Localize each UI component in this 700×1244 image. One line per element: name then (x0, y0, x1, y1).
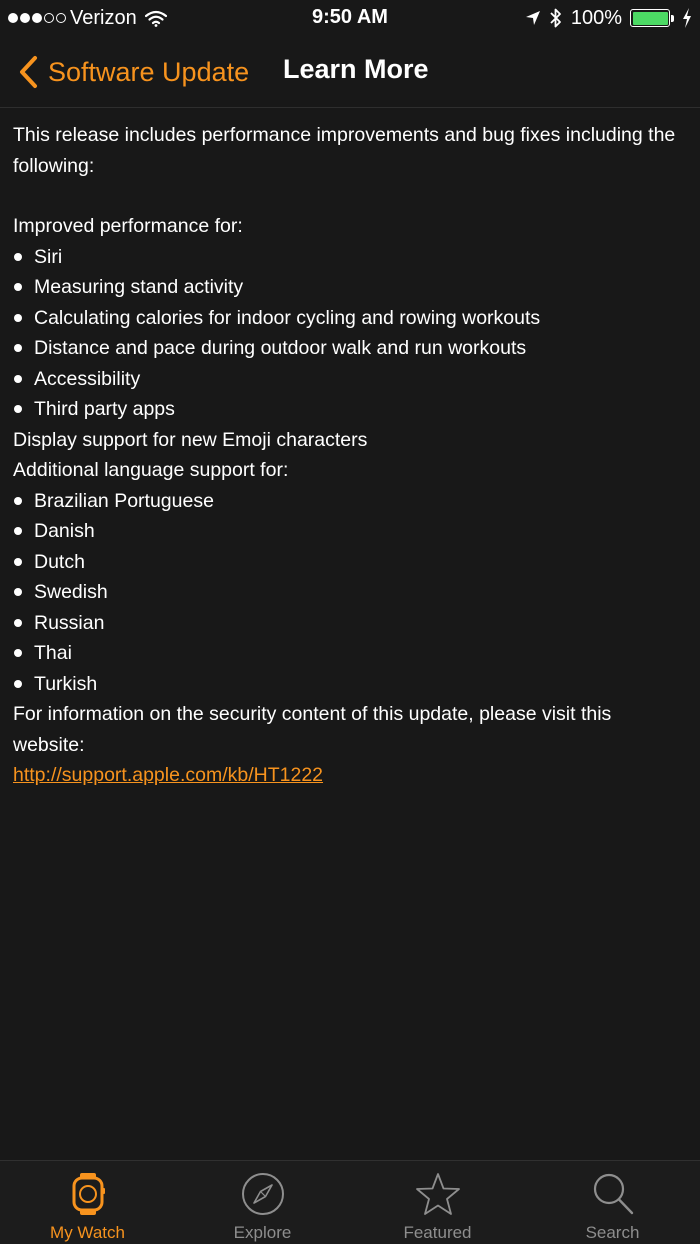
tab-label: My Watch (50, 1223, 125, 1242)
carrier-name: Verizon (70, 6, 137, 29)
tab-label: Featured (403, 1223, 472, 1242)
navigation-bar (0, 36, 700, 108)
tab-label: Search (585, 1223, 640, 1242)
status-time: 9:50 AM (312, 6, 388, 28)
status-left (8, 6, 167, 30)
tab-search[interactable] (525, 1161, 700, 1244)
intro-text: This release includes performance improvements and bug fixes including the following: (13, 124, 676, 177)
security-link-row (13, 760, 688, 791)
signal-strength-icon (8, 13, 66, 23)
list-item: Accessibility (13, 364, 688, 395)
list-item: Russian (13, 608, 688, 639)
list-item: Turkish (13, 669, 688, 700)
signal-dot-empty (56, 13, 66, 23)
performance-list (13, 242, 688, 425)
list-item: Calculating calories for indoor cycling and rowing workouts (13, 303, 688, 334)
star-icon (415, 1171, 461, 1217)
tab-explore[interactable] (175, 1161, 350, 1244)
list-item: Siri (13, 242, 688, 273)
list-item: Thai (13, 638, 688, 669)
battery-tip (671, 15, 674, 22)
back-button-label: Software Update (48, 56, 250, 87)
wifi-icon (145, 10, 167, 27)
chevron-left-icon (18, 55, 38, 89)
battery-percent: 100% (570, 6, 622, 29)
language-heading: Additional language support for: (13, 459, 289, 481)
language-list (13, 486, 688, 700)
signal-dot-filled (20, 13, 30, 23)
watch-icon (65, 1171, 111, 1217)
security-info-text: For information on the security content of this update, please visit this website: (13, 703, 612, 756)
signal-dot-filled (8, 13, 18, 23)
performance-heading: Improved performance for: (13, 215, 243, 237)
bluetooth-icon (549, 7, 563, 29)
list-item: Third party apps (13, 394, 688, 425)
security-link[interactable]: http://support.apple.com/kb/HT1222 (13, 764, 324, 786)
list-item: Brazilian Portuguese (13, 486, 688, 517)
page-title: Learn More (283, 54, 429, 84)
emoji-support-text: Display support for new Emoji characters (13, 428, 368, 451)
status-right (525, 6, 692, 30)
signal-dot-filled (32, 13, 42, 23)
list-item: Distance and pace during outdoor walk and run workouts (13, 333, 688, 364)
tab-featured[interactable] (350, 1161, 525, 1244)
list-item: Measuring stand activity (13, 272, 688, 303)
magnifier-icon (590, 1171, 636, 1217)
status-bar (0, 0, 700, 36)
battery-body (630, 9, 670, 27)
list-item: Dutch (13, 547, 688, 578)
tab-my-watch[interactable] (0, 1161, 175, 1244)
tab-label: Explore (233, 1223, 292, 1242)
list-item: Swedish (13, 577, 688, 608)
compass-icon (240, 1171, 286, 1217)
tab-bar (0, 1160, 700, 1244)
list-item: Danish (13, 516, 688, 547)
battery-fill (633, 12, 668, 25)
signal-dot-empty (44, 13, 54, 23)
location-arrow-icon (525, 10, 541, 26)
back-button[interactable] (18, 52, 249, 92)
charging-bolt-icon (682, 8, 692, 28)
release-notes (13, 120, 688, 791)
battery-icon (630, 9, 674, 27)
